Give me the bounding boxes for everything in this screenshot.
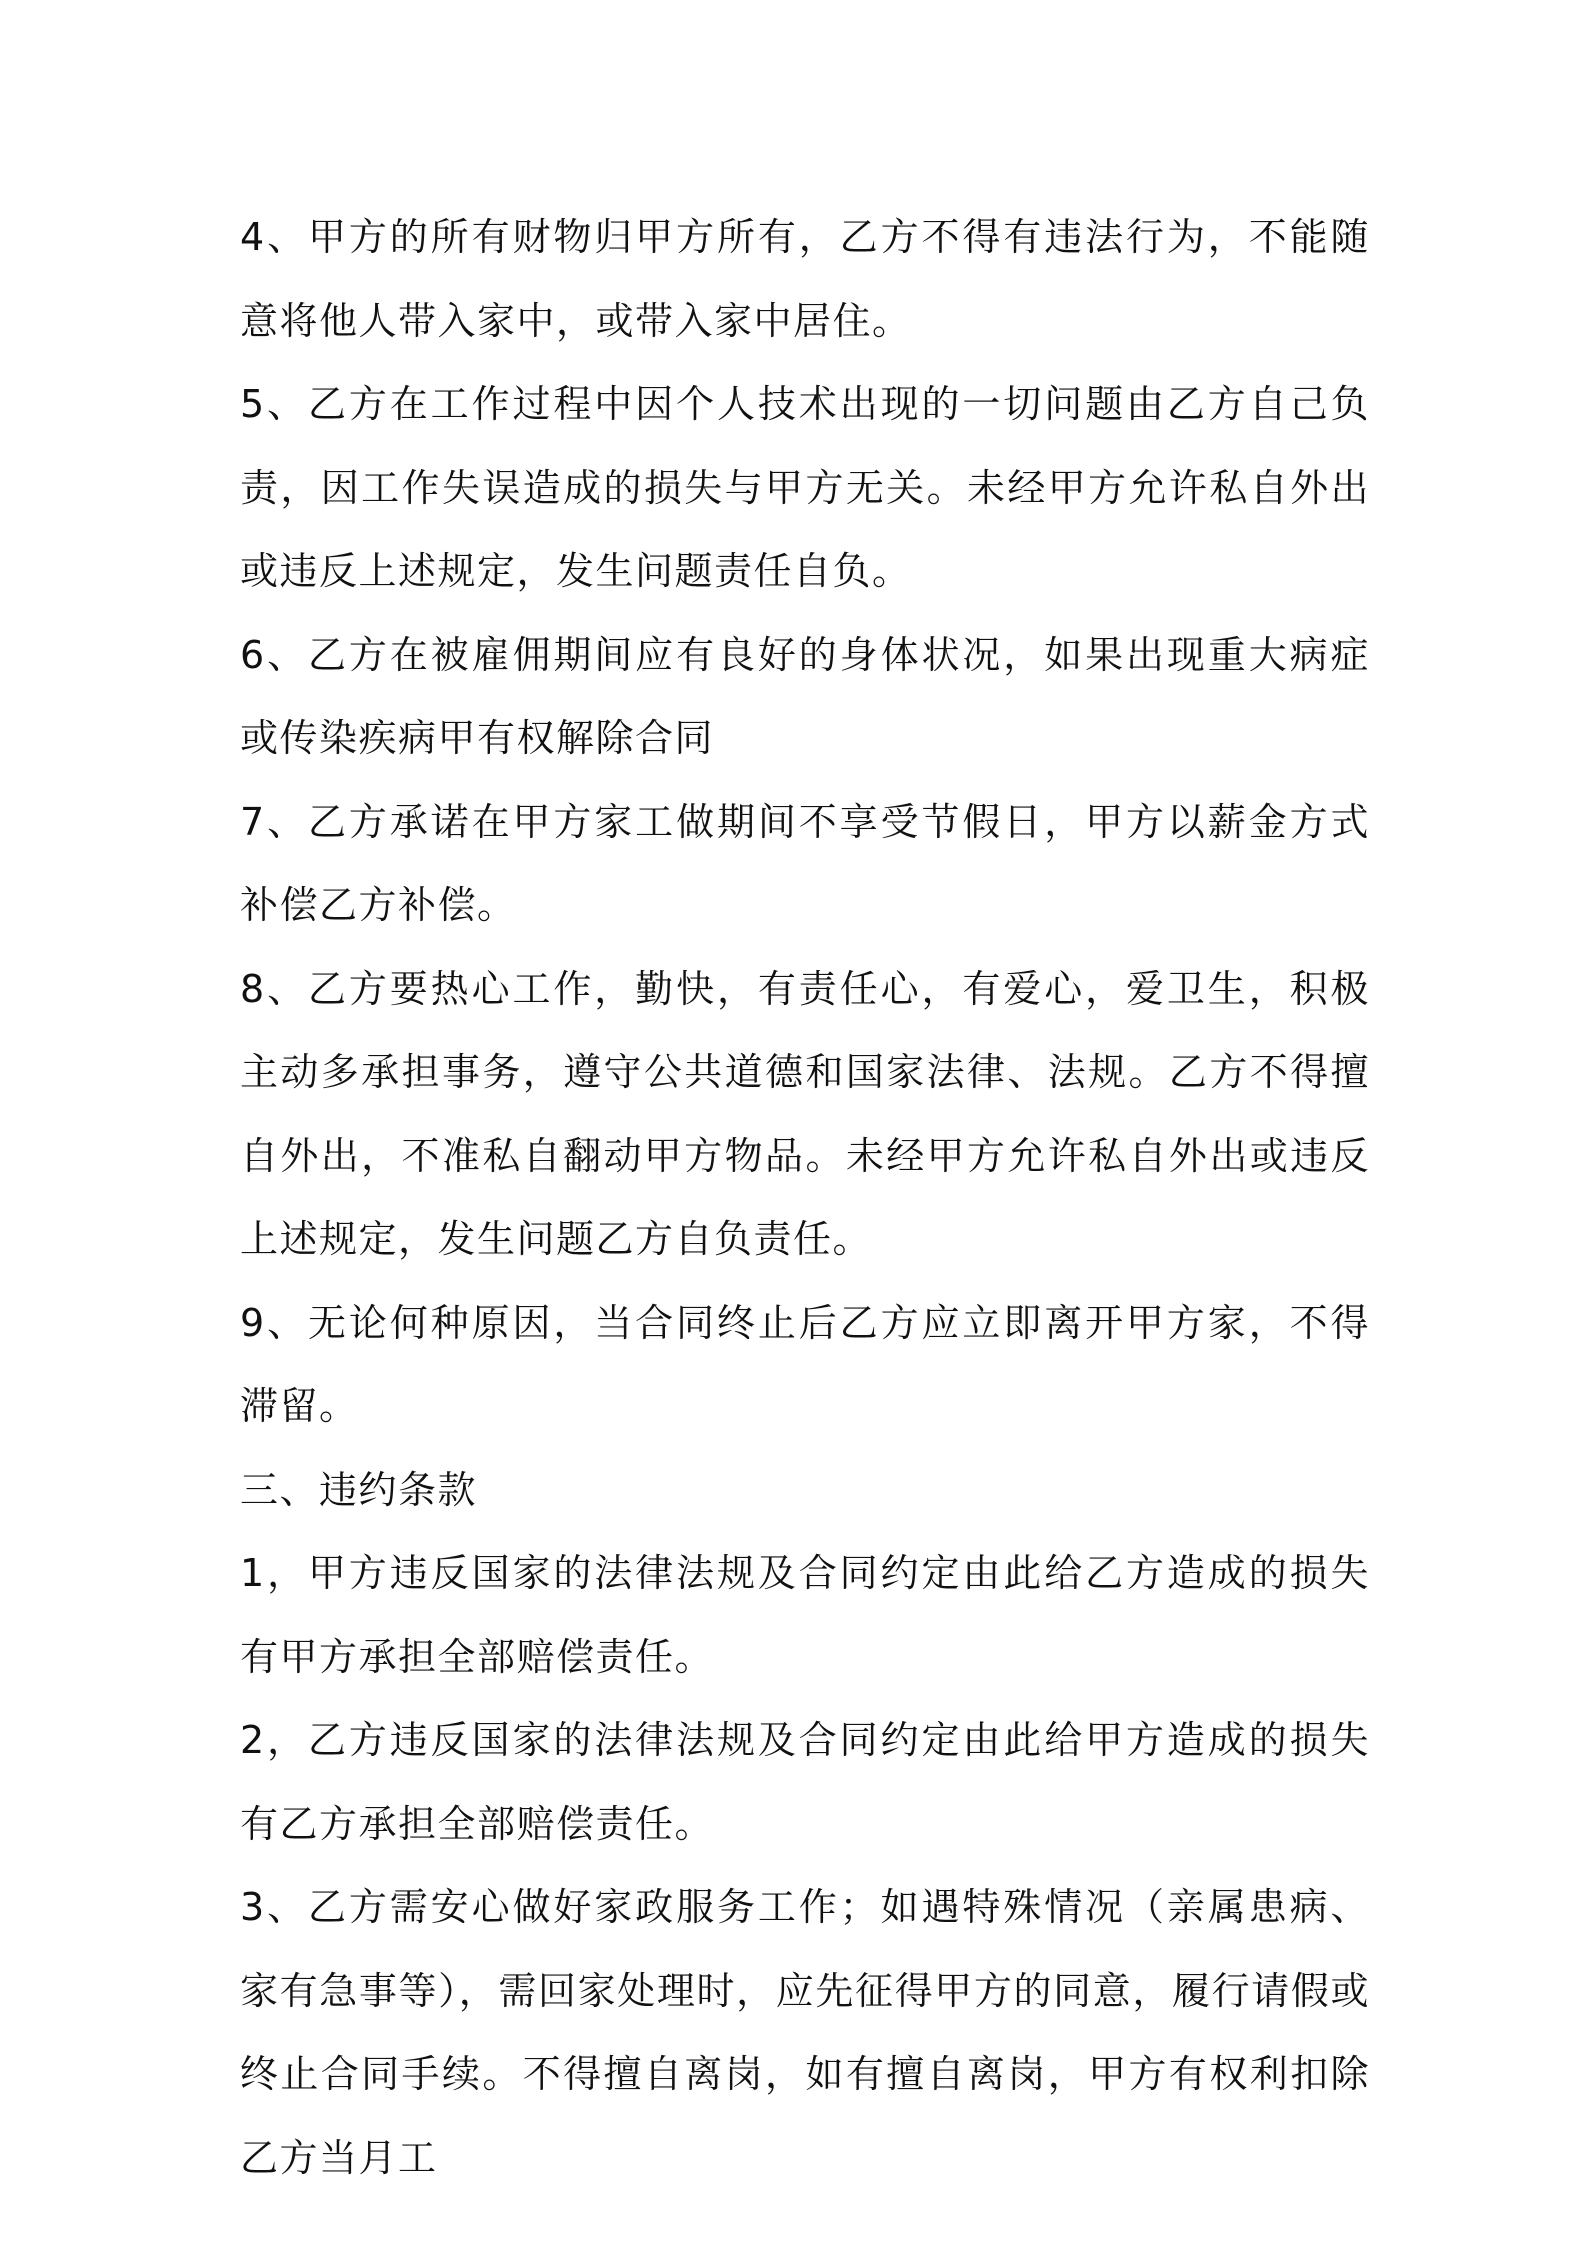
- document-body: [240, 196, 1370, 2200]
- clause-5: 5、乙方在工作过程中因个人技术出现的一切问题由乙方自己负责，因工作失误造成的损失与甲方无关。未经甲方允许私自外出或违反上述规定，发生问题责任自负。: [240, 382, 1370, 593]
- breach-clause-3: 3、乙方需安心做好家政服务工作；如遇特殊情况（亲属患病、家有急事等），需回家处理时，应先征得甲方的同意，履行请假或终止合同手续。不得擅自离岗，如有擅自离岗，甲方有权利扣除乙方当月工: [240, 1885, 1370, 2180]
- clause-9: 9、无论何种原因，当合同终止后乙方应立即离开甲方家，不得滞留。: [240, 1300, 1370, 1428]
- clause-7: 7、乙方承诺在甲方家工做期间不享受节假日，甲方以薪金方式补偿乙方补偿。: [240, 799, 1370, 927]
- clause-6: 6、乙方在被雇佣期间应有良好的身体状况，如果出现重大病症或传染疾病甲有权解除合同: [240, 632, 1370, 760]
- breach-clause-1: 1，甲方违反国家的法律法规及合同约定由此给乙方造成的损失有甲方承担全部赔偿责任。: [240, 1551, 1370, 1679]
- clause-8: 8、乙方要热心工作，勤快，有责任心，有爱心，爱卫生，积极主动多承担事务，遵守公共道德和国家法律、法规。乙方不得擅自外出，不准私自翻动甲方物品。未经甲方允许私自外出或违反上述规定，发生问题乙方自负责任。: [240, 966, 1370, 1261]
- section-heading-breach: 三、违约条款: [240, 1467, 478, 1512]
- clause-4: 4、甲方的所有财物归甲方所有，乙方不得有违法行为，不能随意将他人带入家中，或带入家中居住。: [240, 215, 1370, 343]
- breach-clause-2: 2，乙方违反国家的法律法规及合同约定由此给甲方造成的损失有乙方承担全部赔偿责任。: [240, 1718, 1370, 1846]
